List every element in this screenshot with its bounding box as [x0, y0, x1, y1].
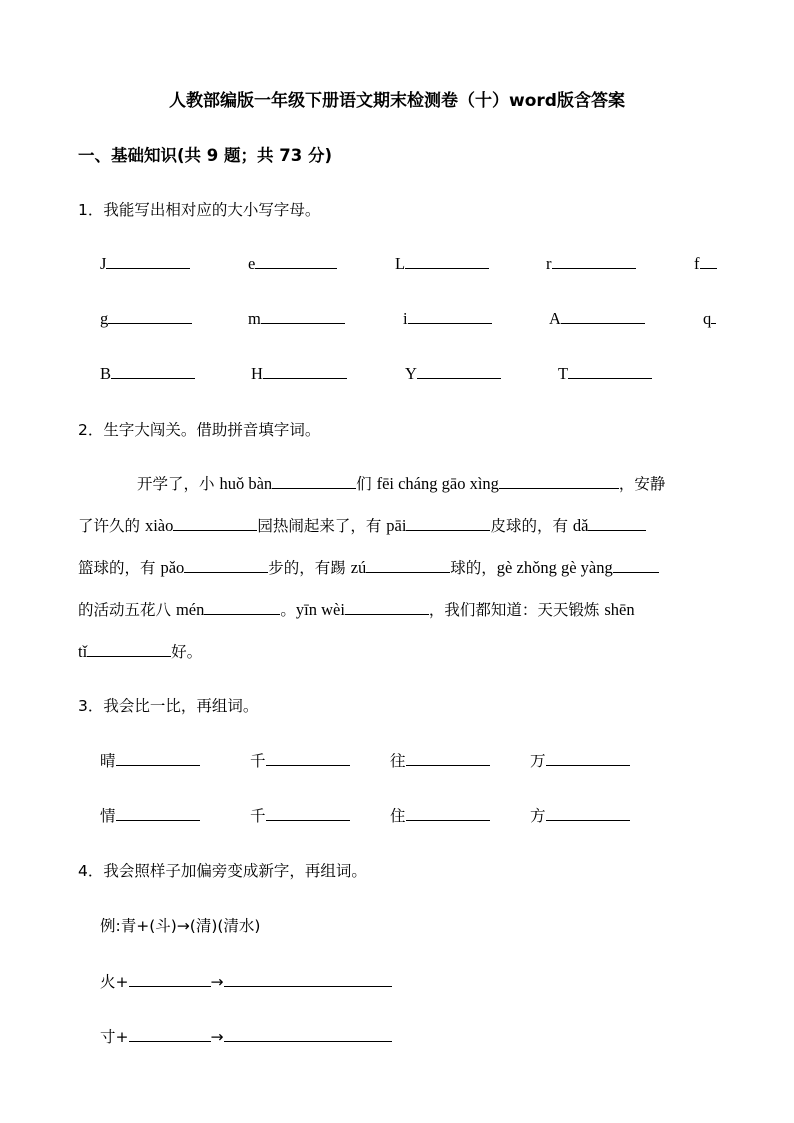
q2-line-4: 的活动五花八 mén 。yīn wèi ，我们都知道：天天锻炼 shēn	[78, 600, 635, 619]
answer-blank[interactable]	[417, 364, 501, 379]
q3-item: 往	[390, 749, 490, 771]
q1-item: q	[703, 309, 716, 329]
q1-item: A	[549, 309, 645, 329]
answer-blank[interactable]	[184, 558, 268, 573]
q1-prompt: 1．我能写出相对应的大小写字母。	[78, 201, 321, 219]
section-heading: 一、基础知识(共 9 题；共 73 分)	[78, 146, 333, 165]
q4-item: 火+ →	[100, 970, 392, 992]
q3-item: 千	[250, 804, 350, 826]
answer-blank[interactable]	[406, 806, 490, 821]
answer-blank[interactable]	[106, 254, 190, 269]
q1-item: T	[558, 364, 652, 384]
answer-blank[interactable]	[173, 516, 257, 531]
q1-item: g	[100, 309, 192, 329]
q3-item: 千	[250, 749, 350, 771]
q1-item: r	[546, 254, 636, 274]
answer-blank[interactable]	[711, 309, 716, 324]
q1-item: H	[251, 364, 347, 384]
answer-blank[interactable]	[568, 364, 652, 379]
answer-blank[interactable]	[700, 254, 717, 269]
answer-blank[interactable]	[366, 558, 450, 573]
q2-prompt: 2．生字大闯关。借助拼音填字词。	[78, 421, 321, 439]
q4-example: 例:青+(斗)→(清)(清水)	[100, 917, 261, 935]
answer-blank[interactable]	[588, 516, 646, 531]
answer-blank[interactable]	[129, 1027, 211, 1042]
q1-item: i	[403, 309, 492, 329]
q4-prompt: 4．我会照样子加偏旁变成新字，再组词。	[78, 862, 367, 880]
answer-blank[interactable]	[204, 600, 280, 615]
answer-blank[interactable]	[272, 474, 356, 489]
answer-blank[interactable]	[129, 972, 211, 987]
answer-blank[interactable]	[116, 806, 200, 821]
answer-blank[interactable]	[406, 751, 490, 766]
answer-blank[interactable]	[261, 309, 345, 324]
answer-blank[interactable]	[87, 642, 171, 657]
answer-blank[interactable]	[108, 309, 192, 324]
answer-blank[interactable]	[266, 751, 350, 766]
page-title: 人教部编版一年级下册语文期末检测卷（十）word版含答案	[169, 91, 625, 111]
answer-blank[interactable]	[111, 364, 195, 379]
answer-blank[interactable]	[405, 254, 489, 269]
q2-line-3: 篮球的，有 pǎo 步的，有踢 zú 球的，gè zhǒng gè yàng	[78, 556, 659, 578]
answer-blank[interactable]	[224, 972, 392, 987]
q1-item: B	[100, 364, 195, 384]
q1-item: f	[694, 254, 717, 274]
q1-item: m	[248, 309, 345, 329]
q1-item: Y	[405, 364, 501, 384]
q3-item: 晴	[100, 749, 200, 771]
q4-item: 寸+ →	[100, 1025, 392, 1047]
answer-blank[interactable]	[345, 600, 429, 615]
q2-line-2: 了许久的 xiào 园热闹起来了，有 pāi 皮球的，有 dǎ	[78, 514, 646, 536]
answer-blank[interactable]	[116, 751, 200, 766]
q3-item: 万	[530, 749, 630, 771]
q3-item: 方	[530, 804, 630, 826]
answer-blank[interactable]	[613, 558, 659, 573]
q3-item: 情	[100, 804, 200, 826]
answer-blank[interactable]	[266, 806, 350, 821]
q3-item: 住	[390, 804, 490, 826]
q2-line-5: tǐ 好。	[78, 642, 203, 661]
answer-blank[interactable]	[408, 309, 492, 324]
answer-blank[interactable]	[406, 516, 490, 531]
answer-blank[interactable]	[255, 254, 337, 269]
answer-blank[interactable]	[552, 254, 636, 269]
answer-blank[interactable]	[499, 474, 619, 489]
answer-blank[interactable]	[546, 751, 630, 766]
answer-blank[interactable]	[224, 1027, 392, 1042]
answer-blank[interactable]	[561, 309, 645, 324]
q1-item: e	[248, 254, 337, 274]
q2-line-1: 开学了，小 huǒ bàn 们 fēi cháng gāo xìng ，安静	[137, 474, 666, 493]
answer-blank[interactable]	[263, 364, 347, 379]
q1-item: J	[100, 254, 190, 274]
q3-prompt: 3．我会比一比，再组词。	[78, 697, 259, 715]
answer-blank[interactable]	[546, 806, 630, 821]
q1-item: L	[395, 254, 489, 274]
